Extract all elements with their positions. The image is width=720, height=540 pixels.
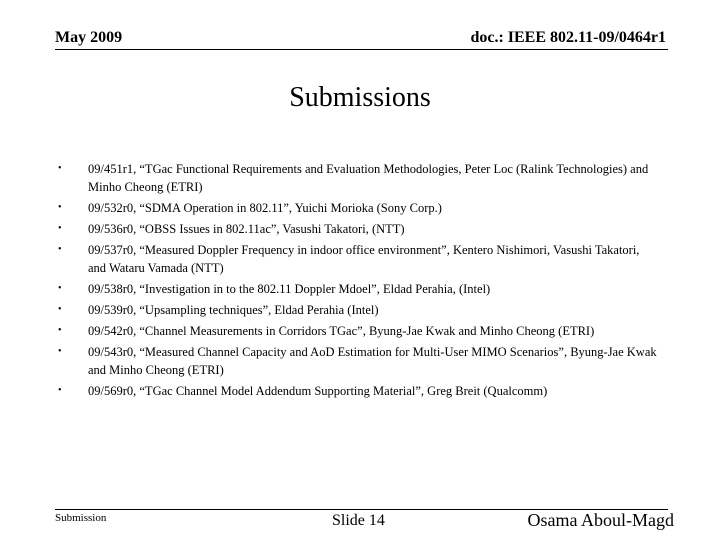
bullet-icon: • [58,304,62,315]
bullet-icon: • [58,346,62,357]
header-divider [55,49,668,50]
footer-label: Submission [55,512,107,524]
list-item [58,220,658,238]
list-item [58,322,658,340]
list-item-text: 09/532r0, “SDMA Operation in 802.11”, Yuichi Morioka (Sony Corp.) [88,201,442,215]
list-item-text: 09/451r1, “TGac Functional Requirements and Evaluation Methodologies, Peter Loc (Ralink Technologies) and Minho Cheong (ETRI) [88,162,649,194]
header-date: May 2009 [55,29,123,46]
slide-number: Slide 14 [332,512,385,529]
footer-author: Osama Aboul-Magd [527,510,674,530]
list-item-text: 09/542r0, “Channel Measurements in Corridors TGac”, Byung-Jae Kwak and Minho Cheong (ETRI) [88,324,595,338]
bullet-icon: • [58,223,62,234]
list-item [58,382,658,400]
bullet-icon: • [58,385,62,396]
bullet-icon: • [58,283,62,294]
list-item [58,280,658,298]
submission-list [58,160,658,403]
bullet-icon: • [58,163,62,174]
list-item-text: 09/537r0, “Measured Doppler Frequency in indoor office environment”, Kentero Nishimori, Vasushi Takatori, and Wataru Vamada (NTT) [88,243,640,275]
list-item-text: 09/543r0, “Measured Channel Capacity and AoD Estimation for Multi-User MIMO Scenarios”, Byung-Jae Kwak and Minho Cheong (ETRI) [88,345,657,377]
list-item [58,199,658,217]
list-item-text: 09/536r0, “OBSS Issues in 802.11ac”, Vasushi Takatori, (NTT) [88,222,405,236]
list-item-text: 09/538r0, “Investigation in to the 802.11 Doppler Mdoel”, Eldad Perahia, (Intel) [88,282,491,296]
bullet-icon: • [58,244,62,255]
bullet-icon: • [58,202,62,213]
list-item-text: 09/539r0, “Upsampling techniques”, Eldad Perahia (Intel) [88,303,379,317]
bullet-icon: • [58,325,62,336]
list-item [58,343,658,379]
header-doc-id: doc.: IEEE 802.11-09/0464r1 [470,29,666,46]
list-item [58,160,658,196]
slide-title: Submissions [289,82,431,113]
list-item [58,241,658,277]
list-item [58,301,658,319]
list-item-text: 09/569r0, “TGac Channel Model Addendum Supporting Material”, Greg Breit (Qualcomm) [88,384,548,398]
